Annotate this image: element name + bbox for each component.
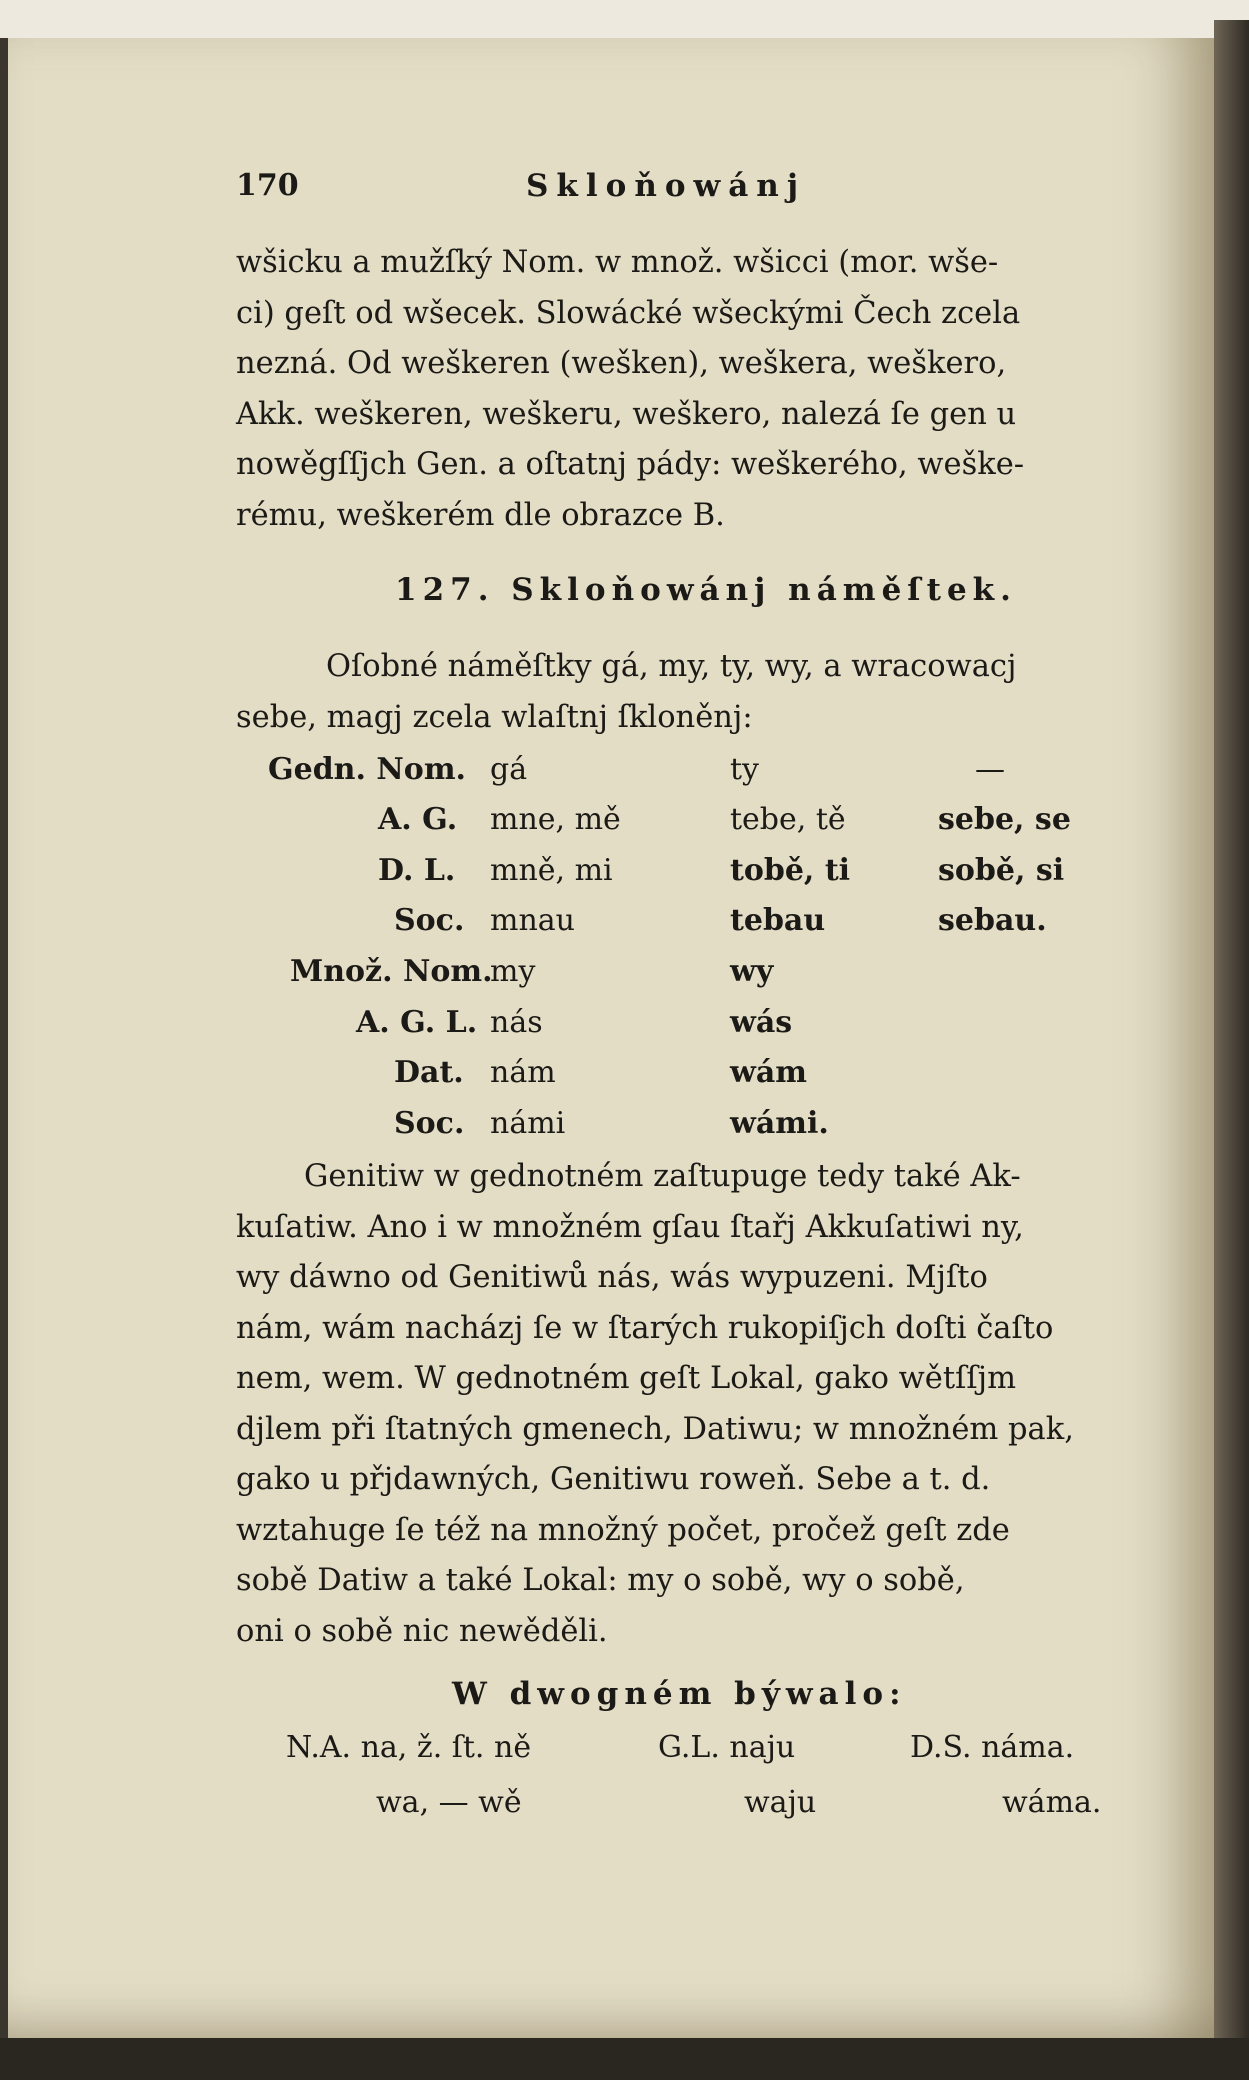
paragraph-3 <box>236 1152 1146 1657</box>
table-cell: — <box>975 752 1005 787</box>
text-line: nezná. Od weškeren (wešken), weškera, weškero, <box>236 346 1007 381</box>
text-line: sobě Datiw a také Lokal: my o sobě, wy o sobě, <box>236 1563 965 1598</box>
table-cell: nám <box>490 1055 556 1090</box>
table-cell: ty <box>730 752 760 787</box>
paragraph-2 <box>236 642 1146 743</box>
text-line: nem, wem. W gednotném geſt Lokal, gako wětſſjm <box>236 1361 1017 1396</box>
text-line: oni o sobě nic newěděli. <box>236 1613 608 1649</box>
text-line: ci) geſt od wšecek. Slowácké wšeckými Čech zcela <box>236 295 1021 331</box>
dual-cell: wáma. <box>1002 1785 1102 1820</box>
page-header <box>236 168 1146 218</box>
table-cell: tobě, ti <box>730 853 851 888</box>
text-line: nowěgſſjch Gen. a oſtatnj pády: weškerého, weške- <box>236 447 1025 482</box>
table-cell: wám <box>730 1055 808 1090</box>
dual-cell: N.A. na, ž. ſt. ně <box>286 1730 532 1765</box>
table-row-label: A. G. L. <box>356 1005 478 1040</box>
dual-cell: wa, — wě <box>376 1785 522 1820</box>
text-line: djlem při ſtatných gmenech, Datiwu; w množném pak, <box>236 1411 1074 1447</box>
section-heading: 127. Skloňowánj náměſtek. <box>395 572 1017 608</box>
table-cell: mnau <box>490 903 575 938</box>
table-cell: wás <box>730 1005 793 1040</box>
paragraph-1 <box>236 238 1146 541</box>
text-line: rému, weškerém dle obrazce B. <box>236 497 725 533</box>
table-row-label: Dat. <box>394 1055 464 1090</box>
scan-bottom-edge <box>0 2038 1249 2080</box>
dual-cell: waju <box>744 1785 817 1820</box>
text-line: Oſobné náměſtky gá, my, ty, wy, a wracowacj <box>326 649 1017 684</box>
text-line: nám, wám nacházj ſe w ſtarých rukopiſjch doſti čaſto <box>236 1310 1054 1346</box>
text-line: sebe, magj zcela wlaſtnj ſkloněnj: <box>236 699 753 735</box>
page-edge-shadow <box>1214 20 1249 2080</box>
dual-heading: W dwogném býwalo: <box>452 1676 907 1712</box>
dual-cell: G.L. naju <box>658 1730 796 1765</box>
text-line: Akk. weškeren, weškeru, weškero, nalezá ſe gen u <box>236 396 1017 432</box>
table-row-label: Soc. <box>394 903 465 938</box>
table-cell: sebe, se <box>938 802 1071 837</box>
text-line: wy dáwno od Genitiwů nás, wás wypuzeni. Mjſto <box>236 1260 988 1295</box>
table-cell: wámi. <box>730 1106 829 1141</box>
table-cell: tebe, tě <box>730 802 846 837</box>
table-cell: mne, mě <box>490 802 621 837</box>
page-number: 170 <box>236 168 299 203</box>
text-line: Genitiw w gednotném zaſtupuge tedy také Ak- <box>304 1159 1021 1194</box>
text-line: wztahuge ſe též na množný počet, pročež geſt zde <box>236 1512 1010 1548</box>
running-title: Skloňowánj <box>526 168 807 204</box>
text-line: gako u přjdawných, Genitiwu roweň. Sebe a t. d. <box>236 1462 991 1497</box>
table-cell: nás <box>490 1005 543 1040</box>
table-row-label: Gedn. Nom. <box>268 752 467 787</box>
table-row-label: A. G. <box>378 802 458 837</box>
table-cell: sebau. <box>938 903 1047 938</box>
table-row-label: Soc. <box>394 1106 465 1141</box>
dual-cell: D.S. náma. <box>910 1730 1075 1765</box>
table-cell: sobě, si <box>938 853 1065 888</box>
table-cell: wy <box>730 954 774 989</box>
table-cell: my <box>490 954 536 989</box>
table-cell: námi <box>490 1106 566 1141</box>
table-cell: tebau <box>730 903 826 938</box>
scan-top-margin <box>0 0 1249 38</box>
table-cell: mně, mi <box>490 853 613 888</box>
text-line: kuſatiw. Ano i w množném gſau ſtařj Akkuſatiwi ny, <box>236 1209 1024 1245</box>
table-cell: gá <box>490 752 528 787</box>
table-row-label: Množ. Nom. <box>290 954 493 989</box>
text-line: wšicku a mužſký Nom. w množ. wšicci (mor. wše- <box>236 245 999 280</box>
table-row-label: D. L. <box>378 853 456 888</box>
